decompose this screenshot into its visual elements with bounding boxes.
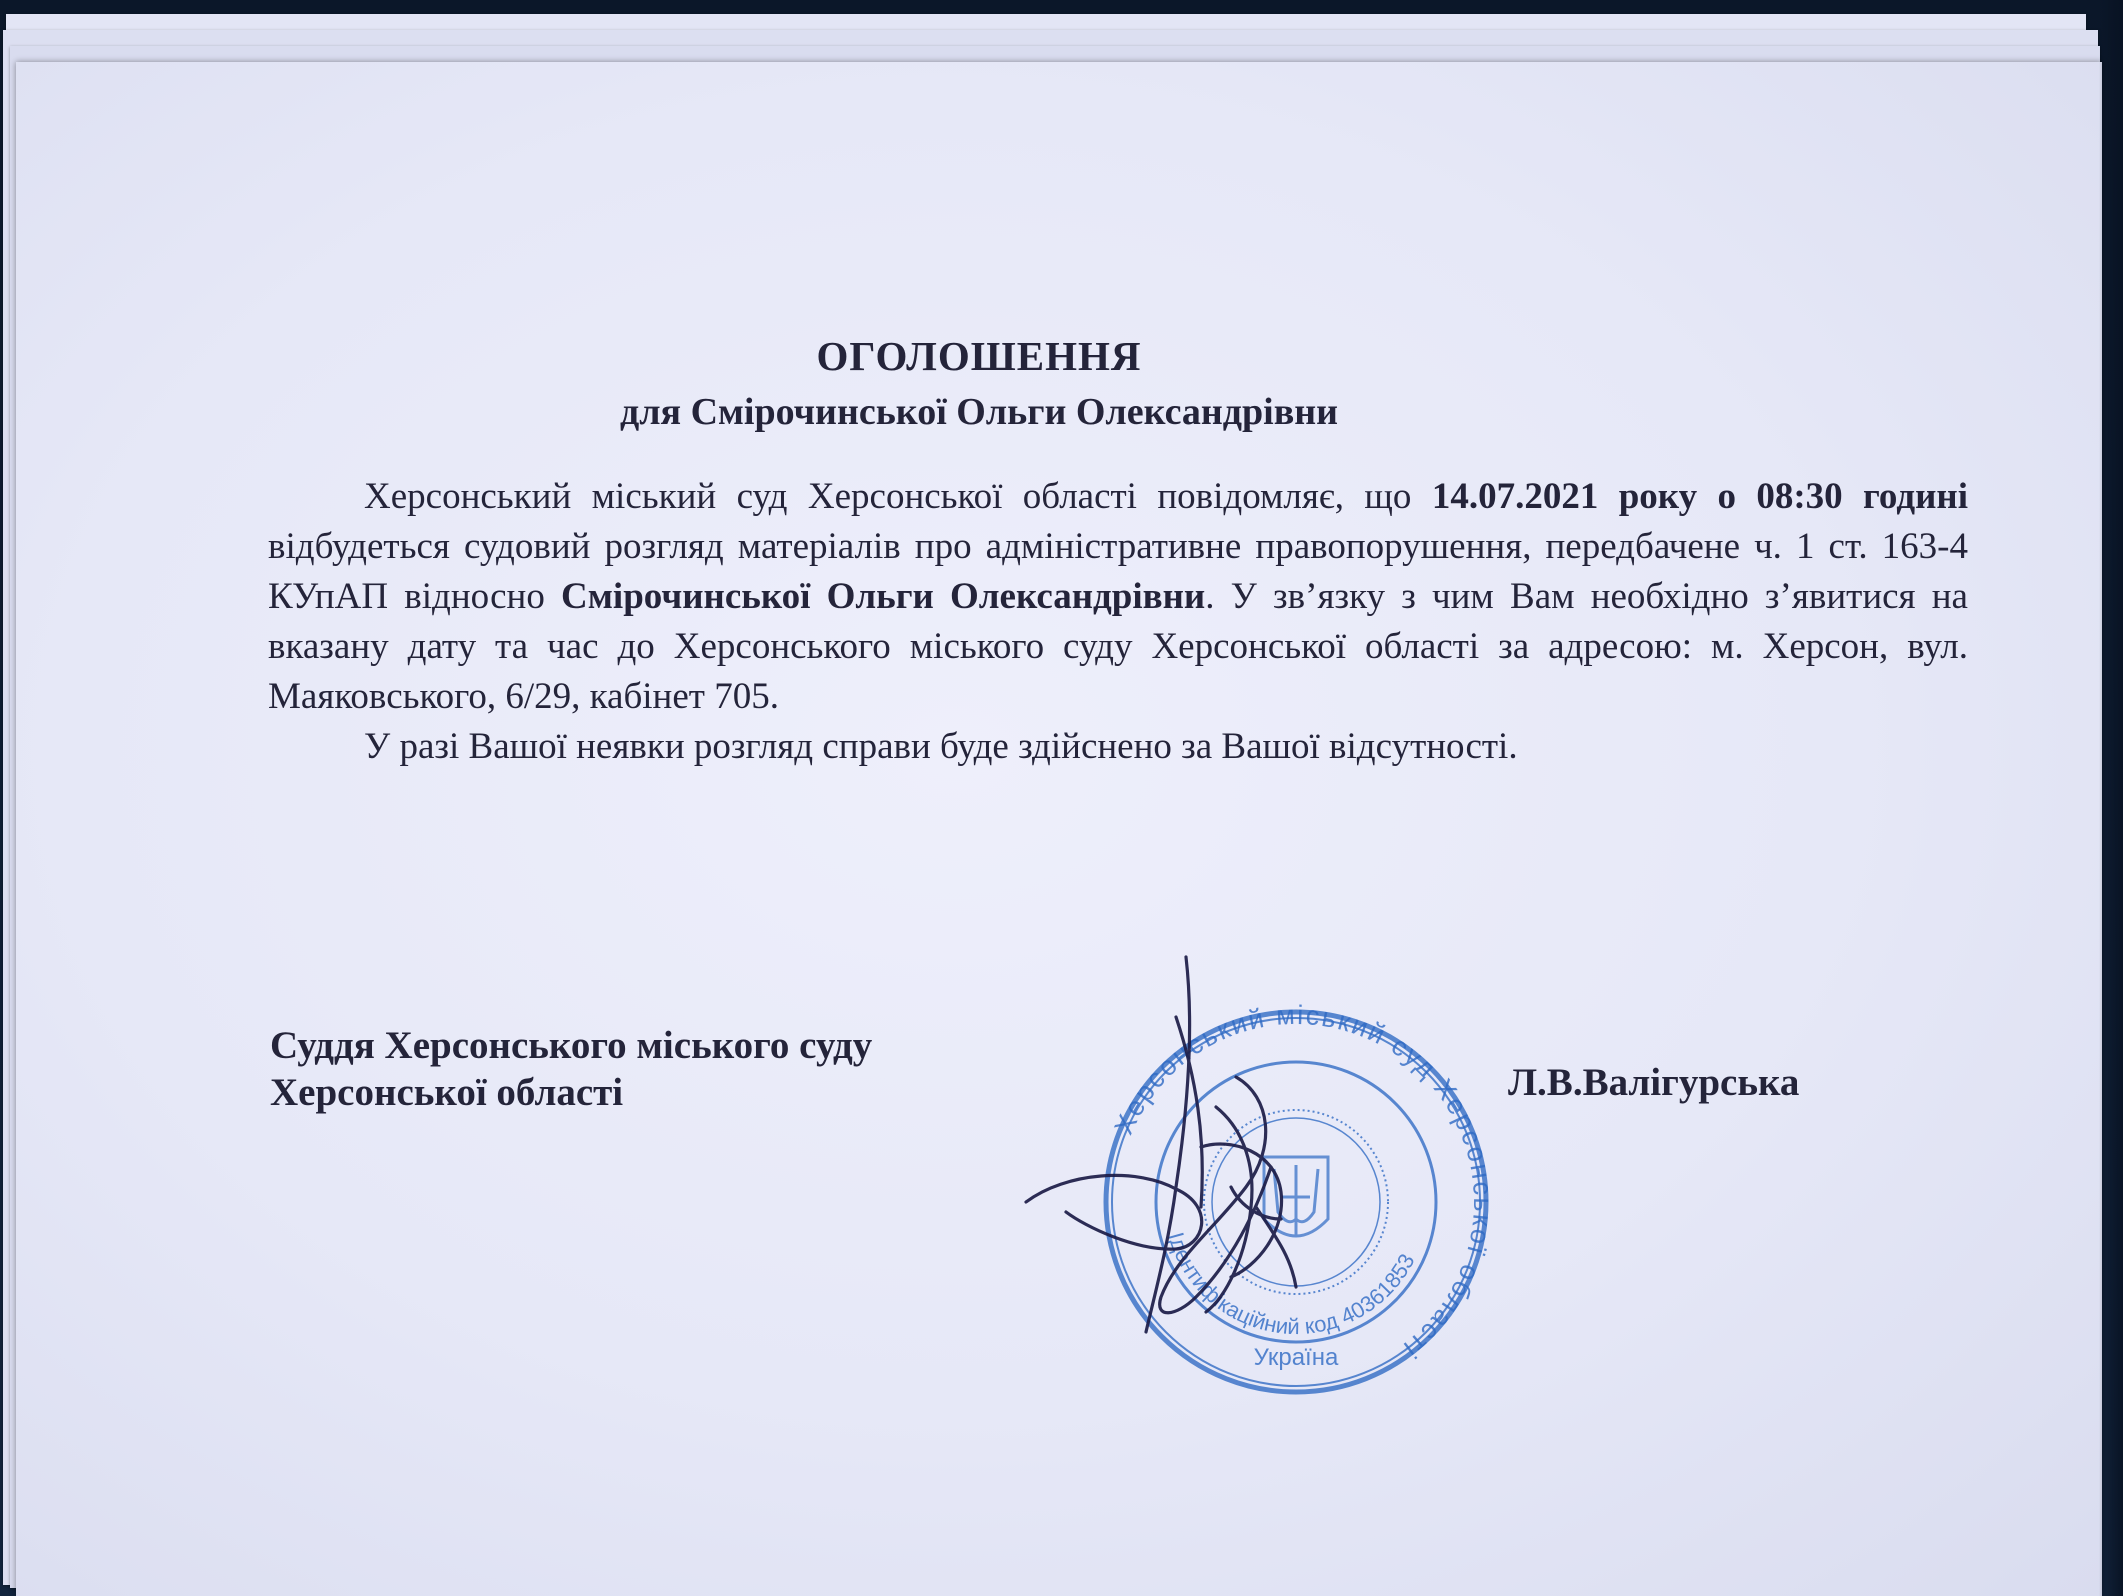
- paragraph-text: відбудеться судовий розгляд матеріалів про адміністративне правопорушення, передбачене ч. 1 ст. 163-4 КУпАП відносно: [268, 526, 1968, 617]
- recipient-line: для Смірочинської Ольги Олександрівни: [619, 391, 1339, 433]
- notice-paragraph: [268, 472, 1968, 722]
- notice-body: [268, 472, 1968, 772]
- seal-country-text: Україна: [1253, 1344, 1339, 1371]
- seal-outer-text: Херсонський міський суд Херсонської області: [1108, 999, 1499, 1366]
- signer-name: Л.В.Валігурська: [1508, 1061, 1800, 1104]
- person-name: Смірочинської Ольги Олександрівни: [561, 576, 1206, 617]
- seal-inner-text: Ідентифікаційний код 40361853: [1163, 1229, 1420, 1340]
- paragraph-text: . У зв’язку з чим Вам необхідно з’явитися на вказану дату та час до Херсонського міського суду Херсонської області за адресою: м. Херсон, вул. Маяковського, 6/29, кабінет 705.: [268, 576, 1968, 717]
- edge-shadow: [2099, 0, 2123, 1596]
- paragraph-text: Херсонський міський суд Херсонської області повідомляє, що: [364, 476, 1432, 517]
- signer-title-line: Суддя Херсонського міського суду: [270, 1024, 873, 1067]
- hearing-datetime: 14.07.2021 року о 08:30 годині: [1431, 476, 1968, 517]
- absence-paragraph: У разі Вашої неявки розгляд справи буде здійснено за Вашої відсутності.: [364, 726, 1518, 767]
- court-seal-stamp: [1026, 957, 1566, 1427]
- document-title: ОГОЛОШЕННЯ: [816, 333, 1142, 379]
- signer-title-line: Херсонської області: [270, 1071, 624, 1114]
- signer-title: [270, 1022, 872, 1116]
- notice-document: [16, 62, 2102, 1596]
